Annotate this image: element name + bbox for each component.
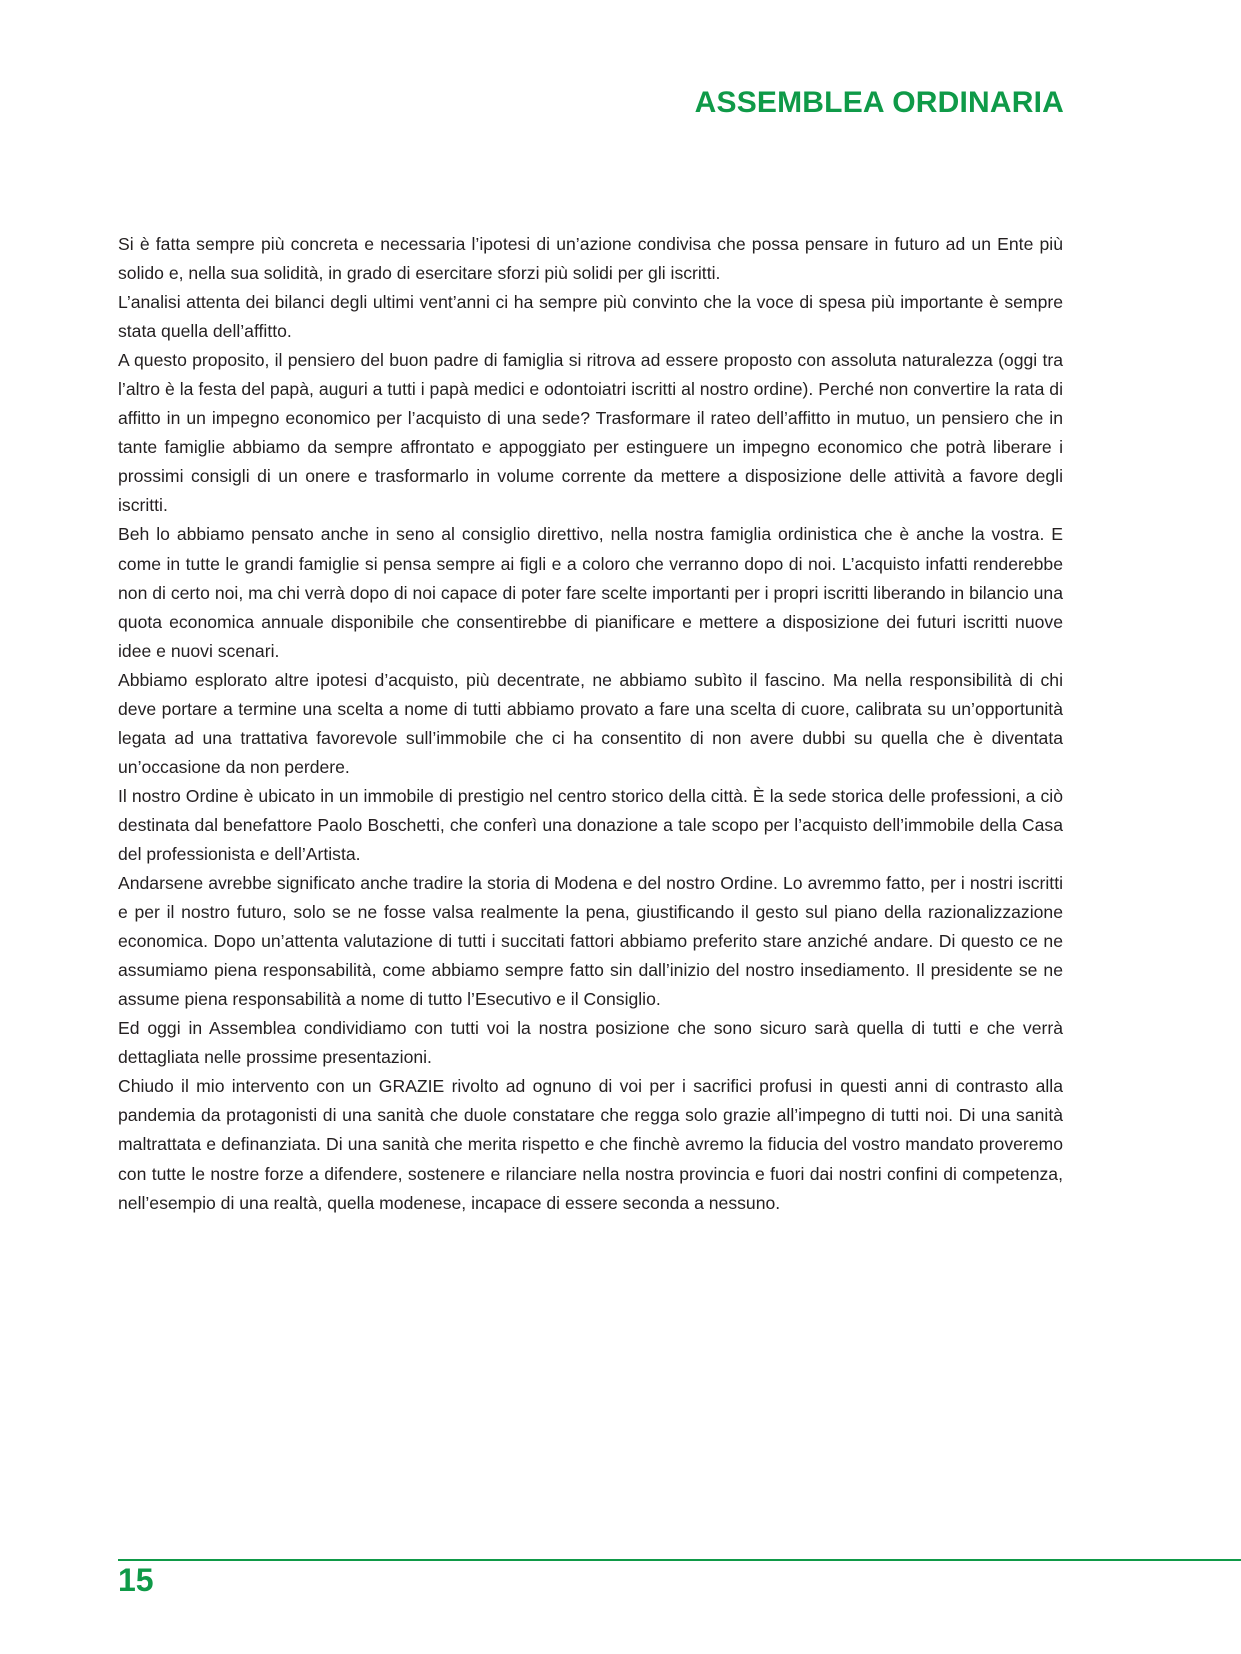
article-body bbox=[118, 230, 1063, 1218]
footer-divider bbox=[118, 1559, 1241, 1561]
paragraph-8: Ed oggi in Assemblea condividiamo con tutti voi la nostra posizione che sono sicuro sarà quella di tutti e che verrà dettagliata nelle prossime presentazioni. bbox=[118, 1018, 1063, 1068]
page-title: ASSEMBLEA ORDINARIA bbox=[694, 86, 1064, 119]
paragraph-5: Abbiamo esplorato altre ipotesi d’acquisto, più decentrate, ne abbiamo subìto il fascino. Ma nella responsibilità di chi deve portare a termine una scelta a nome di tutti abbiamo provato a fare una scelta di cuore, calibrata su un’opportunità legata ad una trattativa favorevole sull’immobile che ci ha consentito di non avere dubbi su quella che è diventata un’occasione da non perdere. bbox=[118, 669, 1063, 777]
paragraph-2: L’analisi attenta dei bilanci degli ultimi vent’anni ci ha sempre più convinto che la voce di spesa più importante è sempre stata quella dell’affitto. bbox=[118, 292, 1063, 342]
paragraph-4: Beh lo abbiamo pensato anche in seno al consiglio direttivo, nella nostra famiglia ordinistica che è anche la vostra. E come in tutte le grandi famiglie si pensa sempre ai figli e a coloro che verranno dopo di noi. L’acquisto infatti renderebbe non di certo noi, ma chi verrà dopo di noi capace di poter fare scelte importanti per i propri iscritti liberando in bilancio una quota economica annuale disponibile che consentirebbe di pianificare e mettere a disposizione dei futuri iscritti nuove idee e nuovi scenari. bbox=[118, 524, 1063, 661]
paragraph-1: Si è fatta sempre più concreta e necessaria l’ipotesi di un’azione condivisa che possa pensare in futuro ad un Ente più solido e, nella sua solidità, in grado di esercitare sforzi più solidi per gli iscritti. bbox=[118, 234, 1063, 284]
paragraph-3: A questo proposito, il pensiero del buon padre di famiglia si ritrova ad essere proposto con assoluta naturalezza (oggi tra l’altro è la festa del papà, auguri a tutti i papà medici e odontoiatri iscritti al nostro ordine). Perché non convertire la rata di affitto in un impegno economico per l’acquisto di una sede? Trasformare il rateo dell’affitto in mutuo, un pensiero che in tante famiglie abbiamo da sempre affrontato e appoggiato per estinguere un impegno economico che potrà liberare i prossimi consigli di un onere e trasformarlo in volume corrente da mettere a disposizione delle attività a favore degli iscritti. bbox=[118, 350, 1063, 516]
page-number: 15 bbox=[118, 1562, 154, 1598]
paragraph-7: Andarsene avrebbe significato anche tradire la storia di Modena e del nostro Ordine. Lo avremmo fatto, per i nostri iscritti e per il nostro futuro, solo se ne fosse valsa realmente la pena, giustificando il gesto sul piano della razionalizzazione economica. Dopo un’attenta valutazione di tutti i succitati fattori abbiamo preferito stare anziché andare. Di questo ce ne assumiamo piena responsabilità, come abbiamo sempre fatto sin dall’inizio del nostro insediamento. Il presidente se ne assume piena responsabilità a nome di tutto l’Esecutivo e il Consiglio. bbox=[118, 873, 1063, 1010]
paragraph-6: Il nostro Ordine è ubicato in un immobile di prestigio nel centro storico della città. È la sede storica delle professioni, a ciò destinata dal benefattore Paolo Boschetti, che conferì una donazione a tale scopo per l’acquisto dell’immobile della Casa del professionista e dell’Artista. bbox=[118, 785, 1063, 864]
paragraph-9: Chiudo il mio intervento con un GRAZIE rivolto ad ognuno di voi per i sacrifici profusi in questi anni di contrasto alla pandemia da protagonisti di una sanità che duole constatare che regga solo grazie all’impegno di tutti noi. Di una sanità maltrattata e definanziata. Di una sanità che merita rispetto e che finchè avremo la fiducia del vostro mandato proveremo con tutte le nostre forze a difendere, sostenere e rilanciare nella nostra provincia e fuori dai nostri confini di competenza, nell’esempio di una realtà, quella modenese, incapace di essere seconda a nessuno. bbox=[118, 1076, 1063, 1213]
